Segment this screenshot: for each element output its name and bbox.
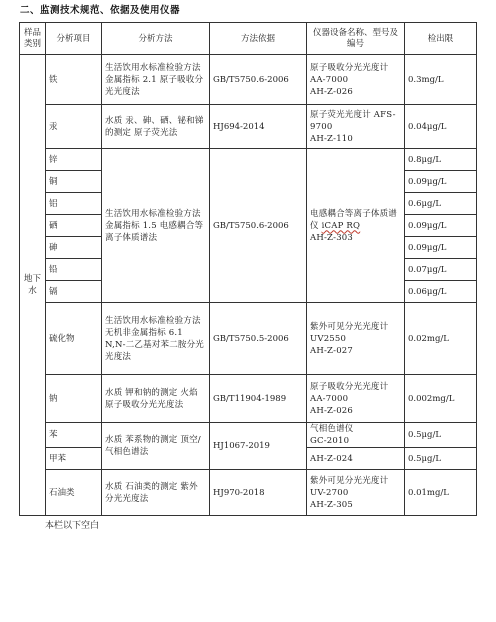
method-basis: GB/T5750.6-2006 <box>210 55 307 105</box>
instrument-id: AH-Z-027 <box>310 345 354 356</box>
analysis-item: 锌 <box>46 149 102 171</box>
instrument <box>307 149 405 303</box>
instrument <box>307 55 405 105</box>
header-method-basis: 方法依据 <box>210 23 307 55</box>
instrument-model: iCAP RQ <box>321 220 361 231</box>
sample-type-cell: 地下水 <box>20 55 46 516</box>
header-detection-limit: 检出限 <box>405 23 477 55</box>
detection-limit: 0.07μg/L <box>405 259 477 281</box>
analysis-method: 生活饮用水标准检验方法 金属指标 2.1 原子吸收分光光度法 <box>102 55 210 105</box>
detection-limit: 0.02mg/L <box>405 303 477 375</box>
analysis-item: 苯 <box>46 423 102 448</box>
header-instrument: 仪器设备名称、型号及编号 <box>307 23 405 55</box>
instrument <box>307 105 405 149</box>
header-analysis-item: 分析项目 <box>46 23 102 55</box>
analysis-item: 铅 <box>46 259 102 281</box>
detection-limit: 0.09μg/L <box>405 237 477 259</box>
method-basis: GB/T5750.5-2006 <box>210 303 307 375</box>
method-basis: GB/T5750.6-2006 <box>210 149 307 303</box>
analysis-method: 水质 汞、砷、硒、铋和锑的测定 原子荧光法 <box>102 105 210 149</box>
analysis-item: 钠 <box>46 375 102 423</box>
detection-limit: 0.09μg/L <box>405 215 477 237</box>
analysis-method: 生活饮用水标准检验方法 无机非金属指标 6.1 N,N-二乙基对苯二胺分光光度法 <box>102 303 210 375</box>
instrument-id: AH-Z-026 <box>310 86 354 97</box>
analysis-method: 生活饮用水标准检验方法 金属指标 1.5 电感耦合等离子体质谱法 <box>102 149 210 303</box>
table-row <box>20 423 477 448</box>
detection-limit: 0.5μg/L <box>405 448 477 470</box>
instrument <box>307 423 405 448</box>
instrument-name: 气相色谱仪 <box>310 424 354 434</box>
analysis-method: 水质 石油类的测定 紫外分光光度法 <box>102 470 210 516</box>
analysis-item: 铝 <box>46 193 102 215</box>
footer-note: 本栏以下空白 <box>45 521 100 531</box>
instrument-name: 电感耦合等离子体质谱仪 <box>310 208 398 231</box>
instrument-name: 原子吸收分光光度计 AA-7000 <box>310 381 389 404</box>
instrument-name: 紫外可见分光光度计 UV-2700 <box>310 475 389 498</box>
analysis-method: 水质 钾和钠的测定 火焰原子吸收分光光度法 <box>102 375 210 423</box>
table-row <box>20 303 477 375</box>
method-basis: HJ694-2014 <box>210 105 307 149</box>
table-row <box>20 149 477 171</box>
table-row <box>20 375 477 423</box>
analysis-item: 甲苯 <box>46 448 102 470</box>
instrument-id: AH-Z-303 <box>310 232 354 243</box>
header-row <box>20 23 477 55</box>
table-row <box>20 55 477 105</box>
instrument-id: AH-Z-305 <box>310 499 354 510</box>
analysis-item: 砷 <box>46 237 102 259</box>
detection-limit: 0.3mg/L <box>405 55 477 105</box>
detection-limit: 0.002mg/L <box>405 375 477 423</box>
analysis-item: 镉 <box>46 281 102 303</box>
instrument-model: GC-2010 <box>310 436 350 446</box>
analysis-item: 硒 <box>46 215 102 237</box>
instrument-id: AH-Z-110 <box>310 133 354 144</box>
instrument-name: 原子吸收分光光度计 AA-7000 <box>310 62 389 85</box>
table-row <box>20 105 477 149</box>
detection-limit: 0.06μg/L <box>405 281 477 303</box>
instrument-id: AH-Z-026 <box>310 405 354 416</box>
table-row <box>20 470 477 516</box>
monitoring-methods-table <box>19 22 477 516</box>
analysis-method: 水质 苯系物的测定 顶空/气相色谱法 <box>102 423 210 470</box>
header-sample-type: 样品 类别 <box>20 23 46 55</box>
analysis-item: 石油类 <box>46 470 102 516</box>
analysis-item: 铜 <box>46 171 102 193</box>
instrument <box>307 470 405 516</box>
analysis-item: 汞 <box>46 105 102 149</box>
instrument <box>307 375 405 423</box>
header-analysis-method: 分析方法 <box>102 23 210 55</box>
analysis-item: 硫化物 <box>46 303 102 375</box>
method-basis: HJ970-2018 <box>210 470 307 516</box>
instrument-name: 紫外可见分光光度计 UV2550 <box>310 321 389 344</box>
detection-limit: 0.04μg/L <box>405 105 477 149</box>
section-title: 二、监测技术规范、依据及使用仪器 <box>20 5 181 16</box>
detection-limit: 0.8μg/L <box>405 149 477 171</box>
detection-limit: 0.09μg/L <box>405 171 477 193</box>
instrument-name: 原子荧光光度计 AFS-9700 <box>310 109 396 132</box>
detection-limit: 0.01mg/L <box>405 470 477 516</box>
detection-limit: 0.5μg/L <box>405 423 477 448</box>
instrument-id: AH-Z-024 <box>307 448 405 470</box>
instrument <box>307 303 405 375</box>
detection-limit: 0.6μg/L <box>405 193 477 215</box>
analysis-item: 铁 <box>46 55 102 105</box>
method-basis: HJ1067-2019 <box>210 423 307 470</box>
method-basis: GB/T11904-1989 <box>210 375 307 423</box>
